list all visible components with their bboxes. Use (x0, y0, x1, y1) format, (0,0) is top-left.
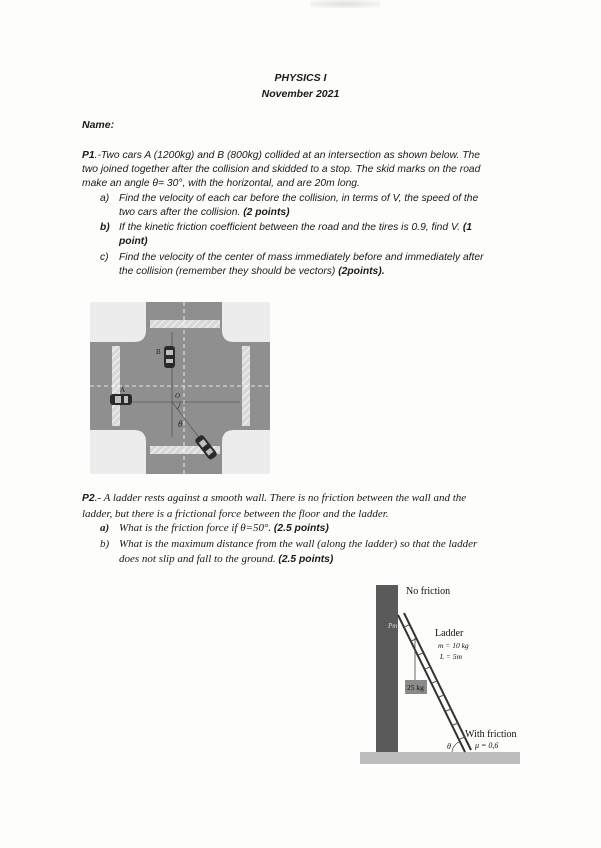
item-text: Find the velocity of the center of mass immediately before and immediately after (119, 252, 484, 263)
item-label: b) (100, 222, 110, 233)
angle-label: θ (178, 419, 183, 429)
corner-block (90, 302, 146, 342)
with-friction-label: With friction (465, 729, 517, 740)
car-a-label: A (120, 386, 126, 394)
car-b-label: B (156, 348, 161, 356)
car-a (110, 394, 132, 405)
item-points: point) (119, 236, 148, 247)
name-label: Name: (82, 119, 115, 131)
item-text: What is the friction force if θ=50°. (119, 522, 272, 534)
ladder-label: Ladder (435, 628, 464, 639)
item-text: If the kinetic friction coefficient between the road and the tires is 0.9, find V. (119, 222, 460, 233)
item-text: does not slip and fall to the ground. (119, 552, 276, 565)
corner-block (222, 302, 270, 342)
page-title: PHYSICS I (274, 72, 327, 84)
origin-label: O (175, 392, 181, 400)
item-label: a) (100, 522, 110, 534)
floor (360, 752, 520, 764)
angle-label: θ (447, 742, 451, 751)
pm-label: Pm (388, 622, 398, 630)
exam-date: November 2021 (261, 88, 340, 100)
item-label: a) (100, 193, 110, 204)
base-angle-arc (452, 742, 459, 752)
item-label: c) (100, 252, 109, 263)
item-text: What is the maximum distance from the wall (along the ladder) so that the ladder (119, 538, 478, 550)
p2-line-1 (82, 491, 527, 507)
crosswalk (150, 320, 220, 328)
person-mass-label: 25 kg (407, 683, 424, 692)
corner-block (222, 430, 270, 474)
p2-intro-text-1: .- A ladder rests against a smooth wall. There is no friction between the wall and the (94, 492, 467, 504)
scan-smudge (310, 0, 380, 8)
item-text: the collision (remember they should be vectors) (119, 266, 336, 277)
p1-line-1 (82, 149, 522, 163)
ladder-mass-label: m = 10 kg (438, 641, 469, 650)
item-label: b) (100, 538, 110, 550)
mu-label: μ = 0,6 (475, 741, 499, 750)
p1-line-3: make an angle θ= 30°, with the horizontal, and are 20m long. (82, 178, 360, 189)
p1-intro-text-1: .-Two cars A (1200kg) and B (800kg) collided at an intersection as shown below. The (94, 150, 480, 161)
item-points: (2 points) (243, 207, 290, 218)
p2-label: P2 (82, 493, 95, 504)
problem-1-intro (82, 149, 522, 191)
item-text: Find the velocity of each car before the collision, in terms of V, the speed of the (119, 193, 479, 204)
item-text: two cars after the collision. (119, 207, 241, 218)
item-points: (2points). (338, 266, 385, 277)
no-friction-label: No friction (406, 586, 451, 597)
p2-line-2: ladder, but there is a frictional force between the floor and the ladder. (82, 507, 389, 520)
problem-2-intro (82, 491, 527, 521)
wall (376, 585, 398, 755)
ladder-svg (360, 580, 535, 775)
p1-line-2: two joined together after the collision and skidded to a stop. The skid marks on the road (82, 164, 481, 175)
intersection-diagram (90, 302, 270, 474)
ladder-length-label: L = 5m (440, 652, 463, 661)
car-b (164, 346, 175, 368)
item-points: (2.5 points) (273, 523, 329, 534)
corner-block (90, 430, 146, 474)
item-points: (1 (462, 222, 472, 233)
p1-label: P1 (82, 150, 95, 161)
ladder-diagram (360, 580, 535, 775)
intersection-svg (90, 302, 270, 474)
item-points: (2.5 points) (278, 553, 334, 565)
